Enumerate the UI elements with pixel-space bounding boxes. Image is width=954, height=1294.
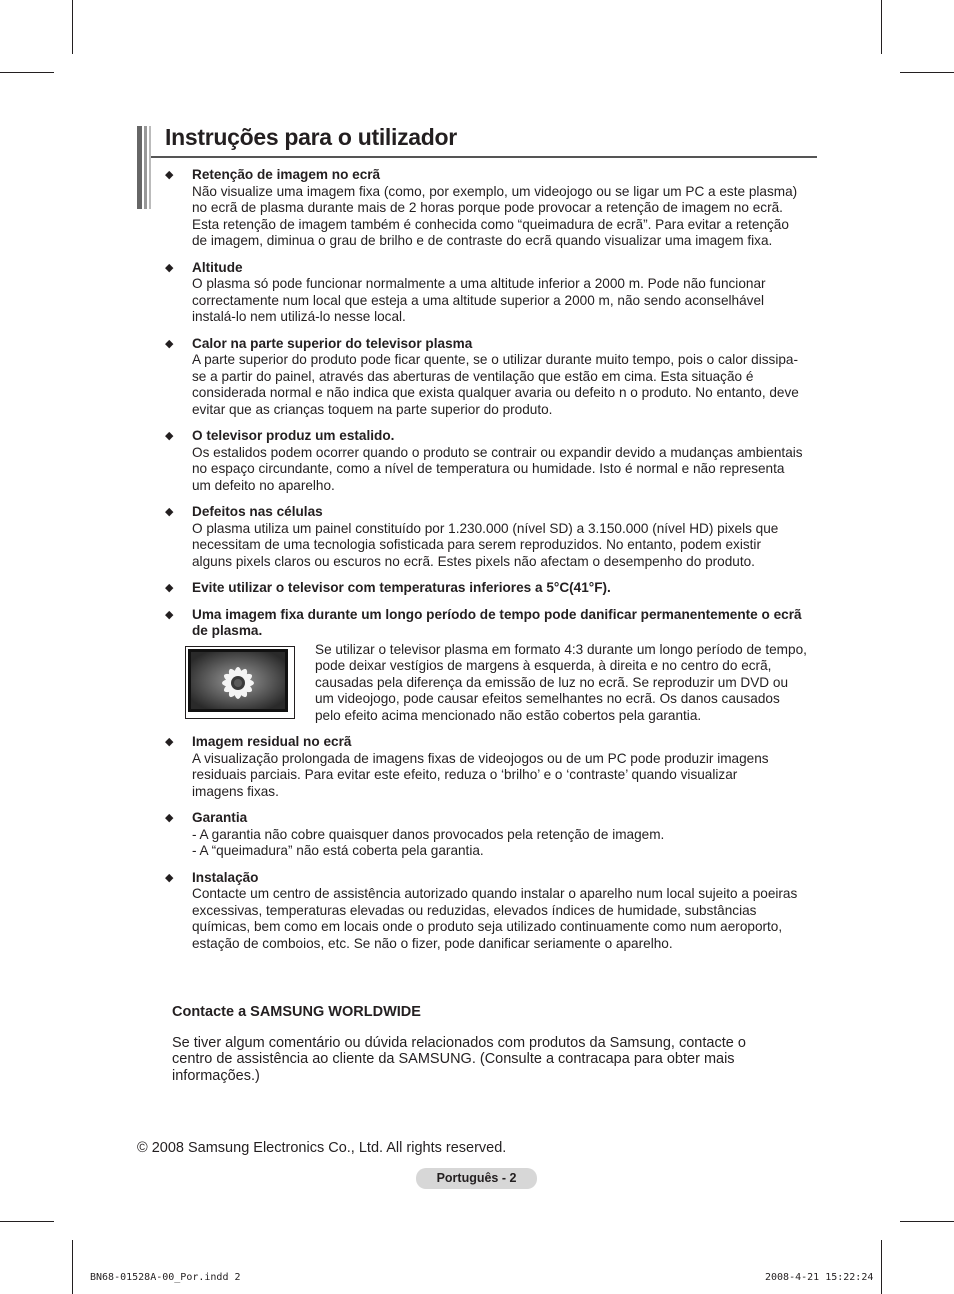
crop-mark — [72, 0, 73, 54]
instructions-list — [165, 167, 820, 962]
list-item — [165, 607, 820, 725]
diamond-bullet-icon: ◆ — [165, 506, 174, 518]
item-heading: Altitude — [192, 259, 243, 275]
item-body: Os estalidos podem ocorrer quando o produto se contrair ou expandir devido a mudanças ambientais no espaço circundante, como a nível de temperatura ou humidade. Isto é normal e não representa um defeito no aparelho. — [192, 444, 803, 493]
copyright: © 2008 Samsung Electronics Co., Ltd. All rights reserved. — [137, 1140, 507, 1156]
item-heading: Calor na parte superior do televisor plasma — [192, 335, 473, 351]
diamond-bullet-icon: ◆ — [165, 608, 174, 621]
item-heading: Uma imagem fixa durante um longo período de tempo pode danificar permanentemente o ecrã de plasma. — [192, 606, 802, 638]
title-rule — [151, 156, 817, 158]
page-title: Instruções para o utilizador — [165, 124, 457, 150]
crop-mark — [900, 1221, 954, 1222]
contact-section — [172, 1004, 812, 1084]
diamond-bullet-icon: ◆ — [165, 582, 174, 594]
item-heading: Imagem residual no ecrã — [192, 734, 352, 749]
diamond-bullet-icon: ◆ — [165, 169, 174, 181]
item-body: A parte superior do produto pode ficar quente, se o utilizar durante muito tempo, pois o calor dissipa- se a partir do painel, através das aberturas de ventilação que estão em cima. Esta situação é considerada normal e não indica que exista qualquer avaria ou defeito n o produto. No entanto, deve evitar que as crianças toquem na parte superior do produto. — [192, 352, 799, 417]
list-item — [165, 870, 820, 953]
diamond-bullet-icon: ◆ — [165, 430, 174, 442]
item-heading: Instalação — [192, 869, 259, 885]
list-item — [165, 260, 820, 326]
item-body: A visualização prolongada de imagens fixas de videojogos ou de um PC pode produzir imagens residuais parciais. Para evitar este efeito, reduza o ‘brilho’ e o ‘contraste’ quando visualizar imagens fixas. — [192, 750, 769, 799]
list-item — [165, 336, 820, 419]
item-heading: O televisor produz um estalido. — [192, 428, 395, 443]
crop-mark — [0, 1221, 54, 1222]
footer-timestamp: 2008-4-21 15:22:24 — [765, 1272, 874, 1283]
list-item — [165, 580, 820, 597]
list-item — [165, 167, 820, 250]
image-note — [192, 642, 820, 725]
list-item — [165, 810, 820, 860]
list-item — [165, 428, 820, 494]
list-item — [165, 734, 820, 800]
diamond-bullet-icon: ◆ — [165, 261, 174, 274]
flower-tv-screen-icon — [185, 646, 295, 719]
image-note-text: Se utilizar o televisor plasma em formato 4:3 durante um longo período de tempo, pode deixar vestígios de margens à esquerda, à direita e no centro do ecrã, causadas pela diferença da emissão de luz no ecrã. Se reproduzir um DVD ou um videojogo, pode causar efeitos semelhantes no ecrã. Os danos causados pelo efeito acima mencionado não estão cobertos pela garantia. — [315, 641, 807, 723]
item-body: - A garantia não cobre quaisquer danos provocados pela retenção de imagem. - A “queimadura” não está coberta pela garantia. — [192, 826, 665, 858]
diamond-bullet-icon: ◆ — [165, 871, 174, 884]
item-body: O plasma utiliza um painel constituído por 1.230.000 (nível SD) a 3.150.000 (nível HD) pixels que necessitam de uma tecnologia sofisticada para serem reproduzidos. No entanto, podem existir alguns pixels claros ou escuros no ecrã. Estes pixels não afectam o desempenho do produto. — [192, 520, 779, 569]
diamond-bullet-icon: ◆ — [165, 736, 174, 748]
item-body: Contacte um centro de assistência autorizado quando instalar o aparelho num local sujeito a poeiras excessivas, temperaturas elevadas ou reduzidas, elevados índices de humidade, substâncias químicas, bem como em locais onde o produto seja utilizado continuamente como num aeroporto, estação de comboios, etc. Se não o fizer, pode danificar seriamente o aparelho. — [192, 886, 798, 951]
item-heading: Garantia — [192, 810, 248, 825]
crop-mark — [900, 72, 954, 73]
item-heading: Evite utilizar o televisor com temperaturas inferiores a 5°C(41°F). — [192, 580, 611, 595]
item-body: Não visualize uma imagem fixa (como, por exemplo, um videojogo ou se ligar um PC a este plasma) no ecrã de plasma durante mais de 2 horas porque pode provocar a retenção de imagem no ecrã. Esta retenção de imagem também é conhecida como “queimadura de ecrã”. Para evitar a retenção de imagem, diminua o grau de brilho e de contraste do ecrã quando visualizar uma imagem fixa. — [192, 183, 798, 248]
crop-mark — [881, 0, 882, 54]
crop-mark — [881, 1240, 882, 1294]
contact-heading: Contacte a SAMSUNG WORLDWIDE — [172, 1004, 421, 1020]
crop-mark — [72, 1240, 73, 1294]
diamond-bullet-icon: ◆ — [165, 812, 174, 824]
diamond-bullet-icon: ◆ — [165, 337, 174, 350]
page-number-badge: Português - 2 — [416, 1168, 537, 1189]
list-item — [165, 504, 820, 570]
item-heading: Defeitos nas células — [192, 504, 323, 519]
contact-body: Se tiver algum comentário ou dúvida relacionados com produtos da Samsung, contacte o centro de assistência ao cliente da SAMSUNG. (Consulte a contracapa para obter mais informações.) — [172, 1034, 746, 1084]
item-heading: Retenção de imagem no ecrã — [192, 167, 381, 182]
item-body: O plasma só pode funcionar normalmente a uma altitude inferior a 2000 m. Pode não funcionar correctamente num local que esteja a uma altitude superior a 2000 m, não sendo aconselhável instalá-lo nem utilizá-lo nesse local. — [192, 276, 766, 324]
crop-mark — [0, 72, 54, 73]
footer-file-info: BN68-01528A-00_Por.indd 2 — [90, 1272, 241, 1283]
